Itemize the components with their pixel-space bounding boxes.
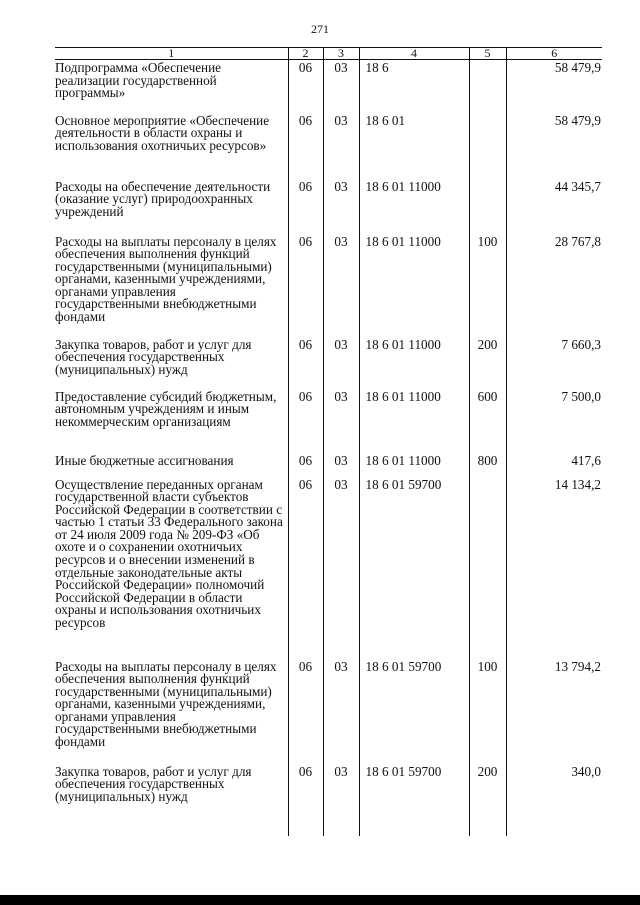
expense-name: Осуществление переданных органам государственной власти субъектов Российской Федерации в соответствии с частью 1 статьи 33 Федерального закона от 24 июля 2009 года № 209-ФЗ «Об охоте и о сохранении охотничьих ресурсов и о внесении изменений в отдельные законодательные акты Российской Федерации» полномочий Российской Федерации в области охраны и использования охотничьих ресурсов [55,476,283,631]
section-code: 06 [288,389,323,453]
column-header: 1 [55,48,288,60]
target-code: 18 6 01 11000 [359,389,469,453]
expense-name: Иные бюджетные ассигнования [55,452,234,468]
table-row [55,389,602,453]
amount: 58 479,9 [506,60,602,113]
expense-name: Основное мероприятие «Обеспечение деятельности в области охраны и использования охотничьих ресурсов» [55,112,270,153]
subsection-code: 03 [323,453,359,477]
section-code: 06 [288,337,323,389]
amount: 58 479,9 [506,113,602,179]
amount: 340,0 [506,764,602,836]
subsection-code: 03 [323,659,359,764]
amount: 417,6 [506,453,602,477]
expense-type-code: 200 [469,337,506,389]
expense-type-code [469,477,506,659]
table-row [55,113,602,179]
section-code: 06 [288,659,323,764]
table-row [55,179,602,234]
scan-edge-bar [0,895,640,905]
section-code: 06 [288,60,323,113]
expense-name: Расходы на выплаты персоналу в целях обеспечения выполнения функций государственными (муниципальными) органами, казенными учреждениями, органами управления государственными внебюджетными фондами [55,233,277,325]
subsection-code: 03 [323,477,359,659]
subsection-code: 03 [323,179,359,234]
table-row [55,234,602,337]
subsection-code: 03 [323,337,359,389]
expense-name: Закупка товаров, работ и услуг для обеспечения государственных (муниципальных) нужд [55,763,252,804]
expense-type-code: 200 [469,764,506,836]
table-row [55,764,602,836]
subsection-code: 03 [323,113,359,179]
column-header: 6 [506,48,602,60]
amount: 13 794,2 [506,659,602,764]
amount: 7 660,3 [506,337,602,389]
section-code: 06 [288,113,323,179]
table-row [55,337,602,389]
table-row [55,477,602,659]
column-header: 4 [359,48,469,60]
section-code: 06 [288,453,323,477]
amount: 44 345,7 [506,179,602,234]
expense-type-code [469,179,506,234]
section-code: 06 [288,477,323,659]
expense-type-code: 100 [469,234,506,337]
expense-name: Расходы на обеспечение деятельности (оказание услуг) природоохранных учреждений [55,178,271,219]
column-header: 3 [323,48,359,60]
column-header: 5 [469,48,506,60]
target-code: 18 6 01 59700 [359,659,469,764]
target-code: 18 6 01 59700 [359,764,469,836]
target-code: 18 6 01 [359,113,469,179]
expense-type-code: 600 [469,389,506,453]
subsection-code: 03 [323,234,359,337]
expense-type-code: 100 [469,659,506,764]
page-number: 271 [311,22,329,36]
section-code: 06 [288,234,323,337]
table-row [55,60,602,113]
amount: 14 134,2 [506,477,602,659]
section-code: 06 [288,764,323,836]
target-code: 18 6 01 11000 [359,179,469,234]
target-code: 18 6 01 11000 [359,234,469,337]
subsection-code: 03 [323,764,359,836]
expense-name: Расходы на выплаты персоналу в целях обеспечения выполнения функций государственными (муниципальными) органами, казенными учреждениями, органами управления государственными внебюджетными фондами [55,658,277,750]
section-code: 06 [288,179,323,234]
column-header: 2 [288,48,323,60]
subsection-code: 03 [323,389,359,453]
table-row [55,453,602,477]
expense-type-code [469,113,506,179]
expense-type-code: 800 [469,453,506,477]
subsection-code: 03 [323,60,359,113]
column-number-row [55,48,602,60]
target-code: 18 6 01 11000 [359,337,469,389]
table-row [55,659,602,764]
budget-table [55,47,602,836]
expense-name: Подпрограмма «Обеспечение реализации государственной программы» [55,60,222,101]
expense-name: Предоставление субсидий бюджетным, автономным учреждениям и иным некоммерческим организациям [55,388,277,429]
expense-name: Закупка товаров, работ и услуг для обеспечения государственных (муниципальных) нужд [55,336,252,377]
amount: 28 767,8 [506,234,602,337]
target-code: 18 6 01 11000 [359,453,469,477]
amount: 7 500,0 [506,389,602,453]
target-code: 18 6 [359,60,469,113]
expense-type-code [469,60,506,113]
target-code: 18 6 01 59700 [359,477,469,659]
